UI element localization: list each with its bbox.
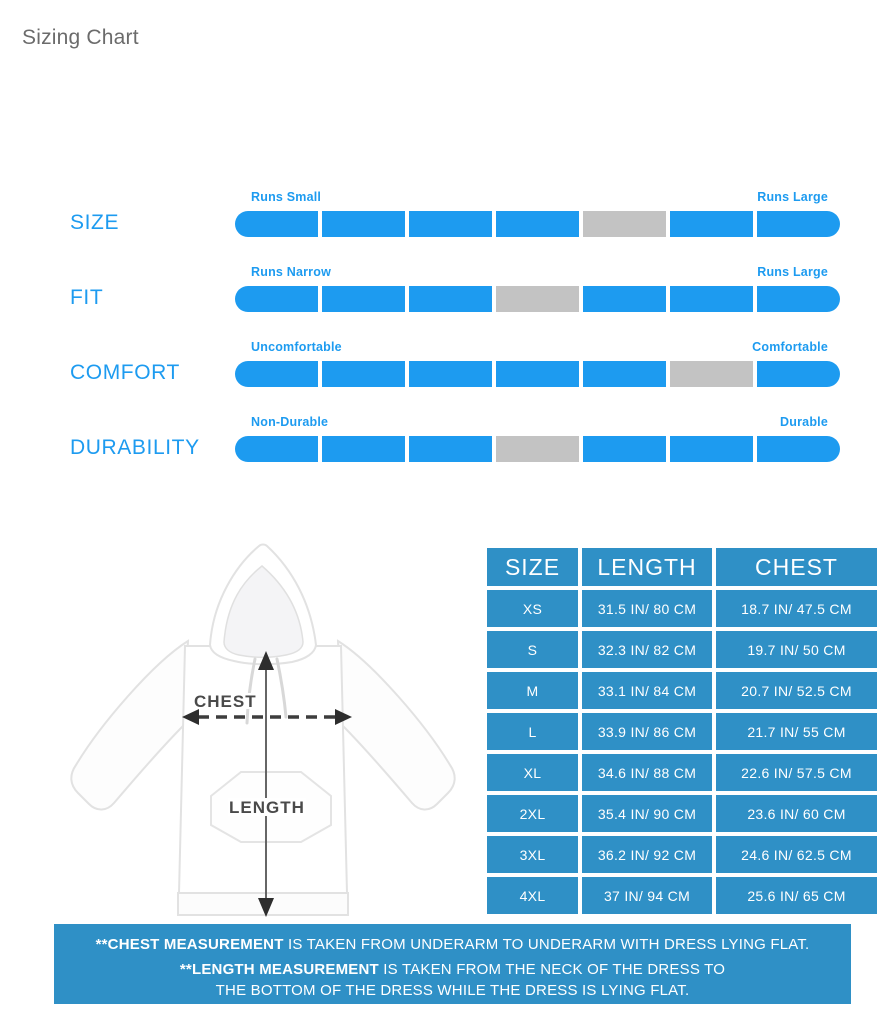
rating-segment: [235, 361, 318, 387]
rating-segment: [235, 286, 318, 312]
rating-right-label: Durable: [780, 415, 828, 429]
rating-segment: [409, 211, 492, 237]
rating-segment: [322, 286, 405, 312]
rating-segment: [757, 211, 840, 237]
rating-segment-inactive: [496, 436, 579, 462]
table-cell-length: 31.5 IN/ 80 CM: [582, 590, 712, 627]
footnote-bold: **CHEST MEASUREMENT: [95, 936, 284, 953]
footnote-text: THE BOTTOM OF THE DRESS WHILE THE DRESS IS LYING FLAT.: [215, 982, 690, 999]
table-cell-size: 3XL: [487, 836, 578, 873]
rating-segment-inactive: [670, 361, 753, 387]
rating-bar-size: [235, 211, 840, 237]
rating-row-size: [70, 190, 840, 237]
size-table-header-size: SIZE: [487, 548, 578, 586]
rating-segment: [583, 286, 666, 312]
table-cell-length: 36.2 IN/ 92 CM: [582, 836, 712, 873]
rating-row-fit: [70, 265, 840, 312]
size-table-header-length: LENGTH: [582, 548, 712, 586]
table-cell-length: 37 IN/ 94 CM: [582, 877, 712, 914]
rating-segment-inactive: [583, 211, 666, 237]
size-table-header-chest: CHEST: [716, 548, 877, 586]
table-cell-size: L: [487, 713, 578, 750]
rating-segment: [757, 361, 840, 387]
rating-bar-wrap: [235, 340, 840, 387]
rating-segment: [583, 361, 666, 387]
rating-bar-wrap: [235, 415, 840, 462]
rating-name-durability: DURABILITY: [70, 436, 200, 459]
table-cell-chest: 21.7 IN/ 55 CM: [716, 713, 877, 750]
rating-left-label: Uncomfortable: [251, 340, 342, 354]
table-cell-size: XL: [487, 754, 578, 791]
table-cell-size: S: [487, 631, 578, 668]
table-cell-chest: 19.7 IN/ 50 CM: [716, 631, 877, 668]
table-cell-length: 33.1 IN/ 84 CM: [582, 672, 712, 709]
rating-segment: [322, 361, 405, 387]
rating-name-size: SIZE: [70, 211, 120, 234]
rating-section: [70, 190, 840, 490]
rating-bar-durability: [235, 436, 840, 462]
rating-name-comfort: COMFORT: [70, 361, 180, 384]
size-table: [487, 548, 877, 914]
rating-bar-wrap: [235, 190, 840, 237]
table-cell-chest: 22.6 IN/ 57.5 CM: [716, 754, 877, 791]
rating-segment: [670, 211, 753, 237]
rating-segment: [670, 286, 753, 312]
table-cell-length: 34.6 IN/ 88 CM: [582, 754, 712, 791]
rating-segment-inactive: [496, 286, 579, 312]
measurement-footnote: [54, 924, 851, 1004]
footnote-text: IS TAKEN FROM UNDERARM TO UNDERARM WITH DRESS LYING FLAT.: [283, 936, 810, 953]
rating-segment: [670, 436, 753, 462]
table-cell-chest: 25.6 IN/ 65 CM: [716, 877, 877, 914]
table-cell-chest: 18.7 IN/ 47.5 CM: [716, 590, 877, 627]
rating-segment: [409, 361, 492, 387]
rating-segment: [235, 211, 318, 237]
footnote-line-3: [54, 980, 851, 1001]
rating-segment: [409, 286, 492, 312]
rating-segment: [583, 436, 666, 462]
rating-bar-labels: [235, 265, 840, 279]
footnote-text: IS TAKEN FROM THE NECK OF THE DRESS TO: [378, 961, 726, 978]
rating-segment: [757, 436, 840, 462]
rating-bar-labels: [235, 190, 840, 204]
hoodie-illustration: [58, 543, 468, 923]
table-cell-chest: 23.6 IN/ 60 CM: [716, 795, 877, 832]
rating-name-fit: FIT: [70, 286, 104, 309]
rating-left-label: Runs Small: [251, 190, 322, 204]
rating-bar-wrap: [235, 265, 840, 312]
length-label: LENGTH: [229, 798, 305, 817]
chest-label: CHEST: [194, 692, 257, 711]
table-cell-size: XS: [487, 590, 578, 627]
table-cell-size: 2XL: [487, 795, 578, 832]
table-cell-length: 33.9 IN/ 86 CM: [582, 713, 712, 750]
hoodie-measurement-diagram: [58, 543, 468, 923]
footnote-bold: **LENGTH MEASUREMENT: [179, 961, 379, 978]
page-title: Sizing Chart: [22, 26, 139, 49]
rating-bar-fit: [235, 286, 840, 312]
table-cell-size: M: [487, 672, 578, 709]
rating-right-label: Runs Large: [757, 190, 828, 204]
rating-row-comfort: [70, 340, 840, 387]
rating-segment: [496, 211, 579, 237]
rating-left-label: Runs Narrow: [251, 265, 331, 279]
rating-row-durability: [70, 415, 840, 462]
table-cell-length: 35.4 IN/ 90 CM: [582, 795, 712, 832]
rating-segment: [757, 286, 840, 312]
rating-right-label: Comfortable: [752, 340, 828, 354]
rating-segment: [235, 436, 318, 462]
table-cell-size: 4XL: [487, 877, 578, 914]
footnote-line-1: [54, 934, 851, 955]
rating-segment: [496, 361, 579, 387]
hoodie-body: [179, 646, 347, 893]
rating-left-label: Non-Durable: [251, 415, 329, 429]
rating-right-label: Runs Large: [757, 265, 828, 279]
rating-segment: [409, 436, 492, 462]
footnote-line-2: [54, 959, 851, 980]
rating-segment: [322, 436, 405, 462]
rating-bar-comfort: [235, 361, 840, 387]
table-cell-length: 32.3 IN/ 82 CM: [582, 631, 712, 668]
table-cell-chest: 24.6 IN/ 62.5 CM: [716, 836, 877, 873]
table-cell-chest: 20.7 IN/ 52.5 CM: [716, 672, 877, 709]
rating-bar-labels: [235, 340, 840, 354]
rating-segment: [322, 211, 405, 237]
rating-bar-labels: [235, 415, 840, 429]
